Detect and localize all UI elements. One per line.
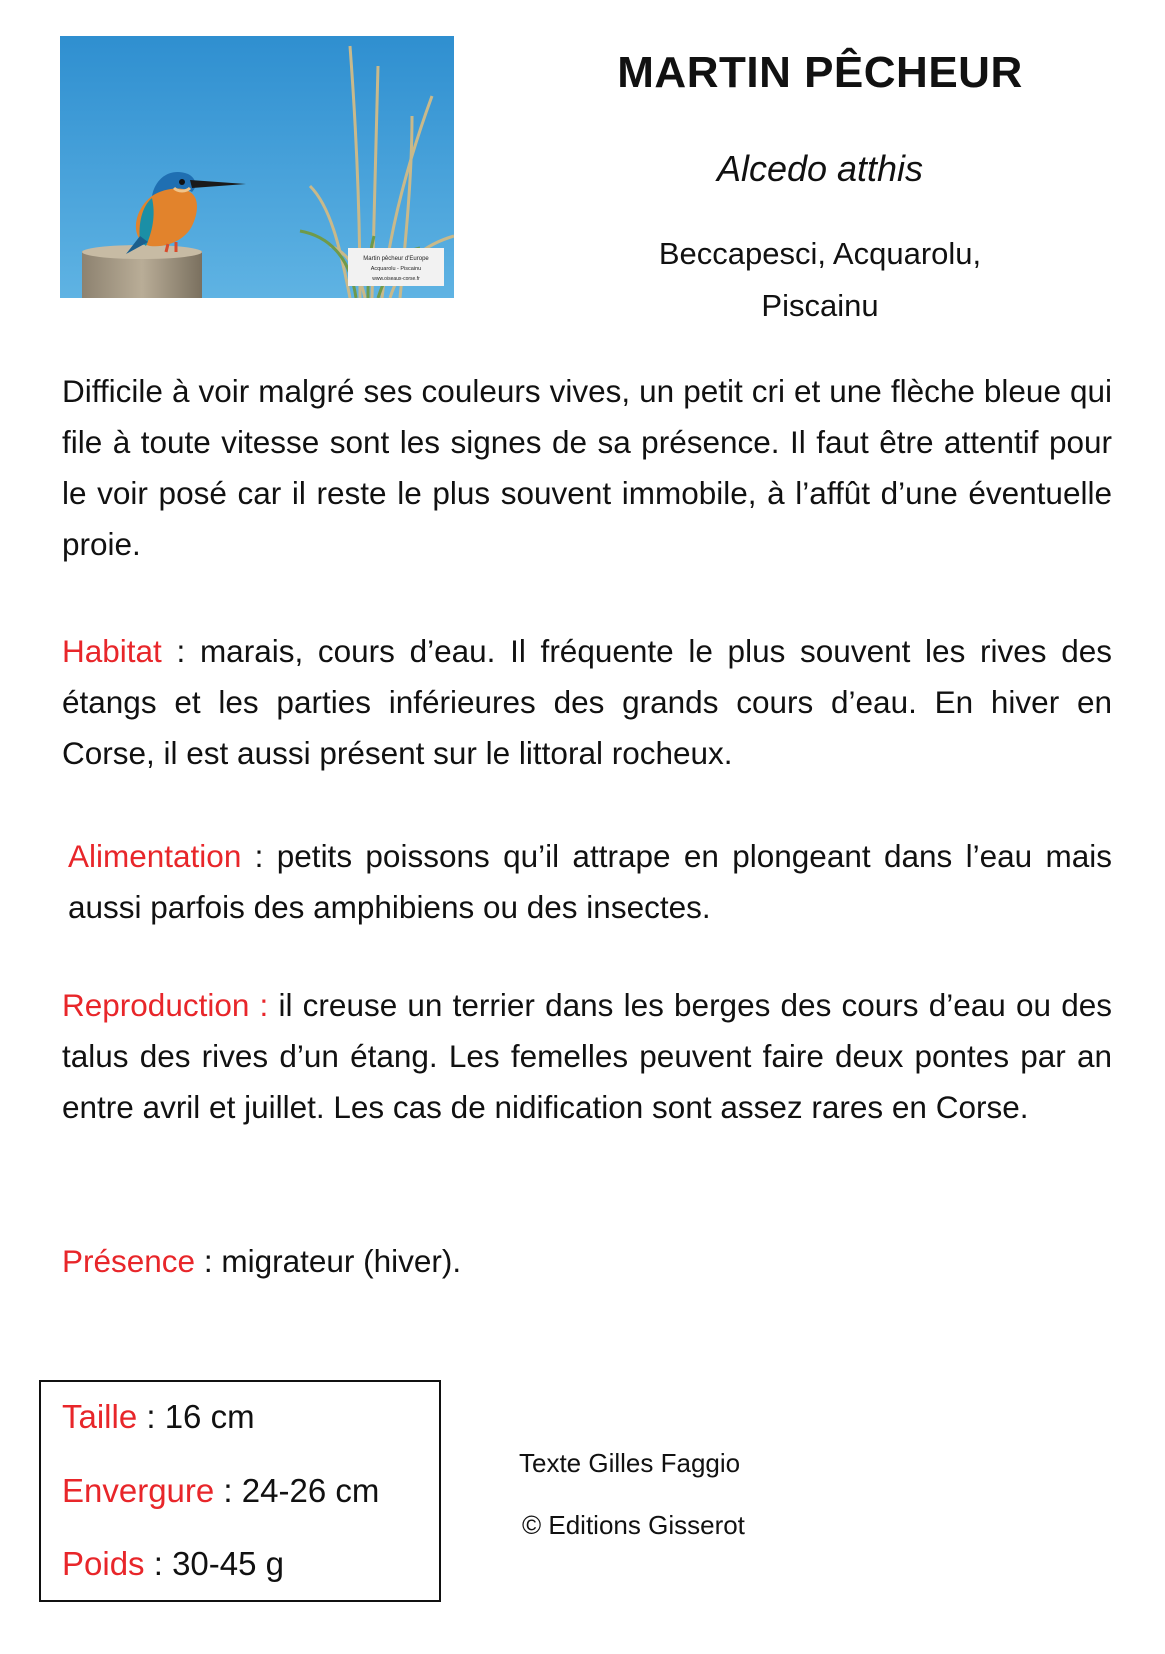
local-names-line-1: Beccapesci, Acquarolu, — [658, 236, 982, 271]
caption-line-1: Martin pêcheur d'Europe — [363, 256, 429, 262]
presence-text: : migrateur (hiver). — [195, 1243, 462, 1279]
scientific-name: Alcedo atthis — [716, 148, 924, 189]
presence-paragraph — [62, 1236, 1112, 1287]
measurements-box — [39, 1380, 441, 1602]
alimentation-text: : petits poissons qu’il attrape en plongeant dans l’eau mais aussi parfois des amphibiens ou des insectes. — [68, 838, 1112, 925]
photo-caption — [348, 248, 444, 286]
taille-row — [62, 1398, 255, 1436]
envergure-row — [62, 1472, 379, 1510]
publisher-credit: © Editions Gisserot — [522, 1510, 745, 1540]
kingfisher-photo — [60, 36, 454, 298]
caption-line-2: Acquarolu - Piscainu — [370, 266, 422, 272]
presence-label: Présence — [62, 1243, 196, 1279]
local-names-line-2: Piscainu — [761, 288, 879, 323]
intro-paragraph: Difficile à voir malgré ses couleurs vives, un petit cri et une flèche bleue qui file à toute vitesse sont les signes de sa présence. Il faut être attentif pour le voir posé car il reste le plus souvent immobile, à l’affût d’une éventuelle proie. — [62, 373, 1112, 562]
page-title: MARTIN PÊCHEUR — [617, 48, 1023, 97]
author-credit: Texte Gilles Faggio — [519, 1448, 741, 1478]
habitat-text: : marais, cours d’eau. Il fréquente le plus souvent les rives des étangs et les parties inférieures des grands cours d’eau. En hiver en Corse, il est aussi présent sur le littoral rocheux. — [62, 633, 1112, 771]
poids-row — [62, 1545, 284, 1583]
taille-value: : 16 cm — [137, 1398, 255, 1435]
poids-value: : 30-45 g — [144, 1545, 284, 1582]
taille-label: Taille — [62, 1398, 138, 1435]
alimentation-label: Alimentation — [68, 838, 242, 874]
reproduction-text: il creuse un terrier dans les berges des cours d’eau ou des talus des rives d’un étang. Les femelles peuvent faire deux pontes par an entre avril et juillet. Les cas de nidification sont assez rares en Corse. — [62, 987, 1112, 1125]
reproduction-label: Reproduction : — [62, 987, 269, 1023]
habitat-paragraph — [62, 626, 1112, 779]
envergure-label: Envergure — [62, 1472, 215, 1509]
reproduction-paragraph — [62, 980, 1112, 1133]
alimentation-paragraph — [68, 831, 1112, 933]
local-names — [600, 228, 1040, 332]
habitat-label: Habitat — [62, 633, 162, 669]
envergure-value: : 24-26 cm — [214, 1472, 380, 1509]
caption-line-3: www.oiseaux-corse.fr — [372, 276, 420, 282]
poids-label: Poids — [62, 1545, 145, 1582]
